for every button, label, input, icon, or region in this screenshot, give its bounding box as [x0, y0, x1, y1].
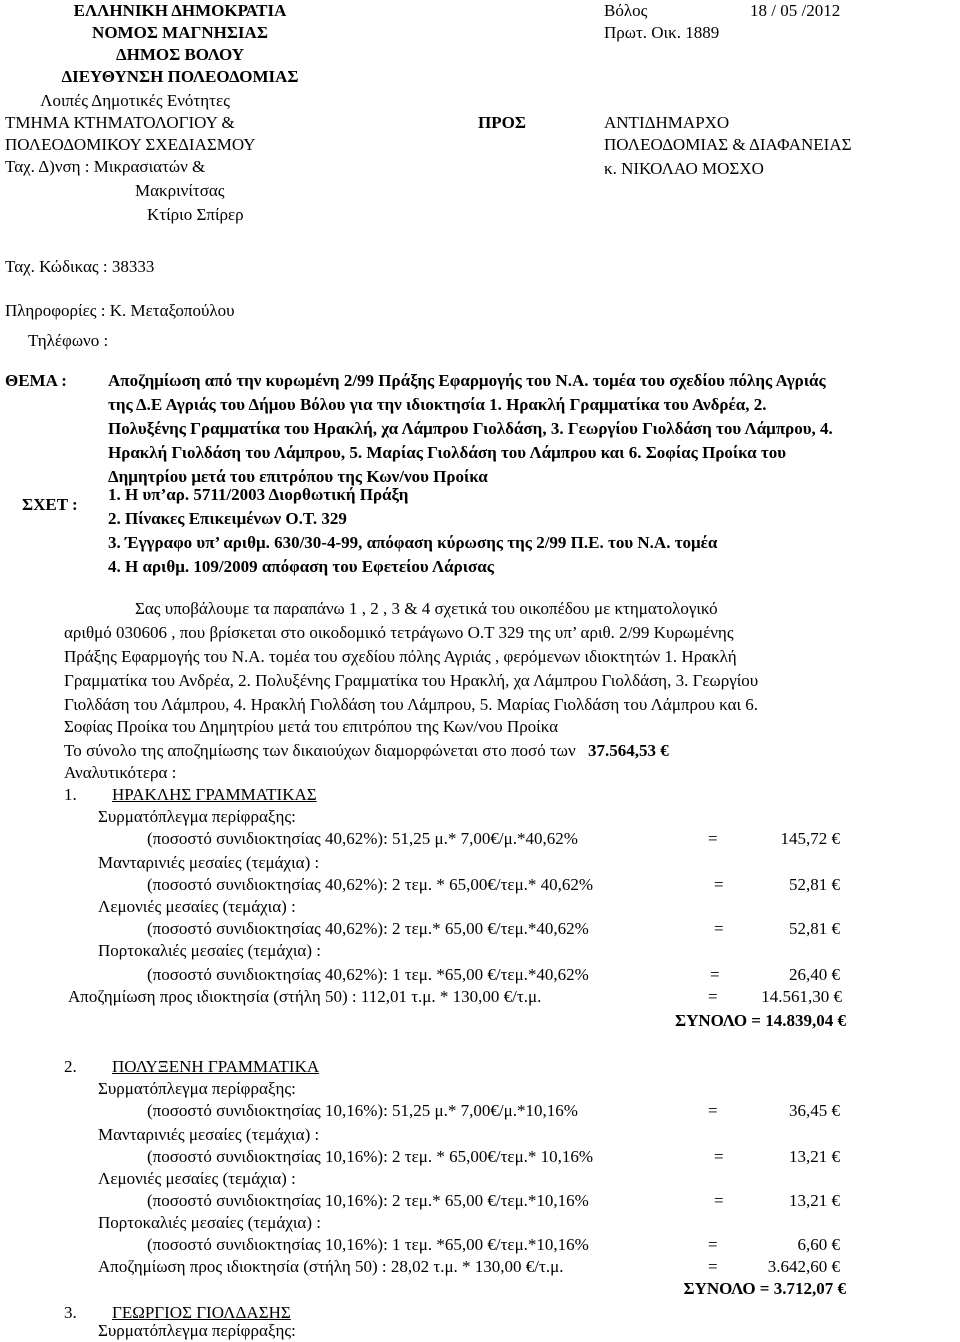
owner-2-item-1-title: Συρματόπλεγμα περίφραξης:	[98, 1079, 296, 1098]
prefecture-line: ΝΟΜΟΣ ΜΑΓΝΗΣΙΑΣ	[92, 23, 268, 42]
refs-label: ΣΧΕΤ :	[22, 495, 78, 514]
owner-2-item-3-title: Λεμονιές μεσαίες (τεμάχια) :	[98, 1169, 296, 1188]
owner-2-item-2-amount: 13,21 €	[789, 1147, 840, 1166]
postal-code: Ταχ. Κώδικας : 38333	[5, 257, 155, 276]
owner-1-item-2-amount: 52,81 €	[789, 875, 840, 894]
equals-sign: =	[714, 919, 724, 938]
owner-1-item-1-calc: (ποσοστό συνιδιοκτησίας 40,62%): 51,25 μ.* 7,00€/μ.*40,62%	[147, 829, 578, 848]
place: Βόλος	[604, 1, 648, 20]
owner-2-item-4-title: Πορτοκαλιές μεσαίες (τεμάχια) :	[98, 1213, 321, 1232]
department-line-1: ΤΜΗΜΑ ΚΤΗΜΑΤΟΛΟΓΙΟΥ &	[5, 113, 235, 132]
owner-1-item-3-title: Λεμονιές μεσαίες (τεμάχια) :	[98, 897, 296, 916]
units-line: Λοιπές Δημοτικές Ενότητες	[40, 91, 230, 110]
subject-line-1: Αποζημίωση από την κυρωμένη 2/99 Πράξης Εφαρμογής του Ν.Α. τομέα του σχεδίου πόλης Αγριάς	[108, 371, 826, 390]
owner-1-number: 1.	[64, 785, 77, 804]
owner-2-total: ΣΥΝΟΛΟ = 3.712,07 €	[683, 1279, 846, 1298]
owner-1-item-1-title: Συρματόπλεγμα περίφραξης:	[98, 807, 296, 826]
owner-2-land-amount: 3.642,60 €	[767, 1257, 840, 1276]
subject-line-3: Πολυξένης Γραμματίκα του Ηρακλή, χα Λάμπρου Γιολδάση, 3. Γεωργίου Γιολδάση του Λάμπρου, 4.	[108, 419, 833, 438]
owner-1-item-1-amount: 145,72 €	[780, 829, 840, 848]
recipient-line-3: κ. ΝΙΚΟΛΑΟ ΜΟΣΧΟ	[604, 159, 764, 178]
owner-1-total: ΣΥΝΟΛΟ = 14.839,04 €	[674, 1011, 846, 1030]
owner-1-item-3-amount: 52,81 €	[789, 919, 840, 938]
owner-2-item-1-amount: 36,45 €	[789, 1101, 840, 1120]
owner-2-item-4-amount: 6,60 €	[797, 1235, 840, 1254]
owner-1-item-3-calc: (ποσοστό συνιδιοκτησίας 40,62%): 2 τεμ.* 65,00 €/τεμ.*40,62%	[147, 919, 589, 938]
owner-2-number: 2.	[64, 1057, 77, 1076]
equals-sign: =	[708, 987, 718, 1006]
body-line-1: Σας υποβάλουμε τα παραπάνω 1 , 2 , 3 & 4 σχετικά του οικοπέδου με κτηματολογικό	[135, 599, 718, 618]
body-line-5: Γιολδάση του Λάμπρου, 4. Ηρακλή Γιολδάση του Λάμπρου, 5. Μαρίας Γιολδάση του Λάμπρου και 6.	[64, 695, 759, 714]
equals-sign: =	[708, 1257, 718, 1276]
recipient-line-2: ΠΟΛΕΟΔΟΜΙΑΣ & ΔΙΑΦΑΝΕΙΑΣ	[604, 135, 852, 154]
owner-1-item-4-amount: 26,40 €	[789, 965, 840, 984]
country-line: ΕΛΛΗΝΙΚΗ ΔΗΜΟΚΡΑΤΙΑ	[73, 1, 287, 20]
owner-1-name: ΗΡΑΚΛΗΣ ΓΡΑΜΜΑΤΙΚΑΣ	[112, 785, 317, 804]
owner-3-item-1-title: Συρματόπλεγμα περίφραξης:	[98, 1321, 296, 1340]
phone: Τηλέφωνο :	[28, 331, 109, 350]
owner-1-item-4-title: Πορτοκαλιές μεσαίες (τεμάχια) :	[98, 941, 321, 960]
equals-sign: =	[714, 875, 724, 894]
owner-2-name: ΠΟΛΥΞΕΝΗ ΓΡΑΜΜΑΤΙΚΑ	[112, 1057, 320, 1076]
analysis-label: Αναλυτικότερα :	[64, 763, 177, 782]
recipient-line-1: ΑΝΤΙΔΗΜΑΡΧΟ	[604, 113, 730, 132]
building-line: Κτίριο Σπίρερ	[147, 205, 244, 224]
address-line-2: Μακρινίτσας	[135, 181, 225, 200]
body-line-2: αριθμό 030606 , που βρίσκεται στο οικοδομικό τετράγωνο Ο.Τ 329 της υπ’ αριθ. 2/99 Κυρωμένης	[64, 623, 734, 642]
equals-sign: =	[708, 829, 718, 848]
body-line-6: Σοφίας Προίκα του Δημητρίου μετά του επιτρόπου της Κων/νου Προίκα	[64, 717, 559, 736]
owner-1-land: Αποζημίωση προς ιδιοκτησία (στήλη 50) : 112,01 τ.μ. * 130,00 €/τ.μ.	[68, 987, 542, 1006]
directorate-line: ΔΙΕΥΘΥΝΣΗ ΠΟΛΕΟΔΟΜΙΑΣ	[61, 67, 299, 86]
owner-1-item-4-calc: (ποσοστό συνιδιοκτησίας 40,62%): 1 τεμ. *65,00 €/τεμ.*40,62%	[147, 965, 589, 984]
equals-sign: =	[708, 1235, 718, 1254]
owner-1-land-amount: 14.561,30 €	[761, 987, 842, 1006]
owner-2-item-2-calc: (ποσοστό συνιδιοκτησίας 10,16%): 2 τεμ. * 65,00€/τεμ.* 10,16%	[147, 1147, 594, 1166]
equals-sign: =	[710, 965, 720, 984]
total-sentence	[64, 740, 669, 762]
body-line-3: Πράξης Εφαρμογής του Ν.Α. τομέα του σχεδίου πόλης Αγριάς , φερόμενων ιδιοκτητών 1. Ηρακλή	[64, 647, 737, 666]
subject-line-5: Δημητρίου μετά του επιτρόπου της Κων/νου Προίκα	[108, 467, 488, 486]
protocol-number: Πρωτ. Οικ. 1889	[604, 23, 720, 42]
total-amount: 37.564,53 €	[587, 741, 669, 760]
date: 18 / 05 /2012	[750, 1, 841, 20]
ref-line-2: 2. Πίνακες Επικειμένων Ο.Τ. 329	[108, 509, 347, 528]
subject-label: ΘΕΜΑ :	[5, 371, 67, 390]
department-line-2: ΠΟΛΕΟΔΟΜΙΚΟΥ ΣΧΕΔΙΑΣΜΟΥ	[5, 135, 256, 154]
owner-1-item-2-title: Μανταρινιές μεσαίες (τεμάχια) :	[98, 853, 320, 872]
equals-sign: =	[714, 1191, 724, 1210]
owner-2-item-3-calc: (ποσοστό συνιδιοκτησίας 10,16%): 2 τεμ.* 65,00 €/τεμ.*10,16%	[147, 1191, 589, 1210]
owner-1-item-2-calc: (ποσοστό συνιδιοκτησίας 40,62%): 2 τεμ. * 65,00€/τεμ.* 40,62%	[147, 875, 594, 894]
to-label: ΠΡΟΣ	[478, 113, 526, 132]
municipality-line: ΔΗΜΟΣ ΒΟΛΟΥ	[115, 45, 245, 64]
equals-sign: =	[714, 1147, 724, 1166]
owner-3-number: 3.	[64, 1303, 77, 1322]
info-contact: Πληροφορίες : Κ. Μεταξοπούλου	[5, 301, 235, 320]
body-line-4: Γραμματίκα του Ανδρέα, 2. Πολυξένης Γραμματίκα του Ηρακλή, χα Λάμπρου Γιολδάση, 3. Γεωργίου	[64, 671, 759, 690]
owner-2-item-3-amount: 13,21 €	[789, 1191, 840, 1210]
ref-line-1: 1. Η υπ’αρ. 5711/2003 Διορθωτική Πράξη	[108, 485, 409, 504]
total-line-text: Το σύνολο της αποζημίωσης των δικαιούχων διαμορφώνεται στο ποσό των	[64, 741, 576, 760]
subject-line-2: της Δ.Ε Αγριάς του Δήμου Βόλου για την ιδιοκτησία 1. Ηρακλή Γραμματίκα του Ανδρέα, 2.	[108, 395, 767, 414]
owner-3-name: ΓΕΩΡΓΙΟΣ ΓΙΟΛΔΑΣΗΣ	[112, 1303, 291, 1322]
owner-2-land: Αποζημίωση προς ιδιοκτησία (στήλη 50) : 28,02 τ.μ. * 130,00 €/τ.μ.	[98, 1257, 564, 1276]
ref-line-3: 3. Έγγραφο υπ’ αριθμ. 630/30-4-99, απόφαση κύρωσης της 2/99 Π.Ε. του Ν.Α. τομέα	[108, 533, 718, 552]
equals-sign: =	[708, 1101, 718, 1120]
subject-line-4: Ηρακλή Γιολδάση του Λάμπρου, 5. Μαρίας Γιολδάση του Λάμπρου και 6. Σοφίας Προίκα του	[108, 443, 787, 462]
ref-line-4: 4. Η αριθμ. 109/2009 απόφαση του Εφετείου Λάρισας	[108, 557, 494, 576]
owner-2-item-1-calc: (ποσοστό συνιδιοκτησίας 10,16%): 51,25 μ.* 7,00€/μ.*10,16%	[147, 1101, 578, 1120]
owner-2-item-4-calc: (ποσοστό συνιδιοκτησίας 10,16%): 1 τεμ. *65,00 €/τεμ.*10,16%	[147, 1235, 589, 1254]
owner-2-item-2-title: Μανταρινιές μεσαίες (τεμάχια) :	[98, 1125, 320, 1144]
address-line: Ταχ. Δ)νση : Μικρασιατών &	[5, 157, 206, 176]
